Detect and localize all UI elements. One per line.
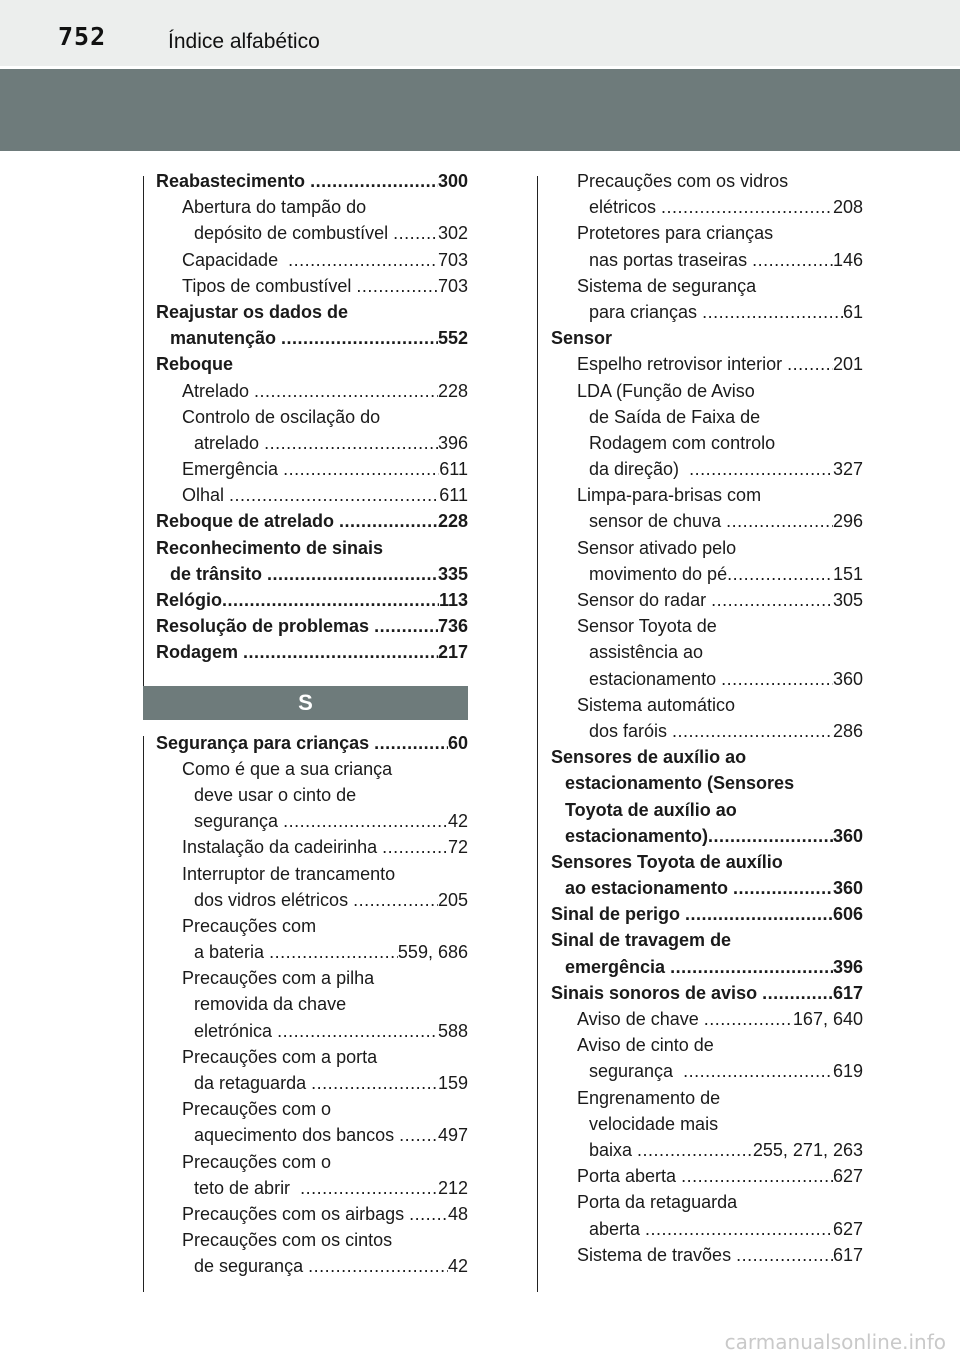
index-entry [156, 482, 468, 508]
index-entry [156, 508, 468, 534]
dot-leader [311, 1070, 438, 1096]
dot-leader [353, 887, 438, 913]
index-entry [551, 1006, 863, 1032]
dot-leader [277, 1018, 438, 1044]
index-entry-term: Capacidade [182, 249, 289, 270]
index-entry-page: 48 [447, 1203, 468, 1224]
index-entry [551, 666, 863, 692]
index-entry [156, 430, 468, 456]
index-entry-term: Emergência [182, 459, 284, 480]
dot-leader [645, 1216, 833, 1242]
index-entry-term: assistência ao [589, 642, 704, 663]
index-entry-term: Olhal [182, 485, 230, 506]
index-entry-term: estacionamento (Sensores [565, 773, 795, 794]
index-entry-term: Porta da retaguarda [577, 1192, 738, 1213]
index-entry [156, 639, 468, 665]
index-group-r [156, 168, 468, 666]
dot-leader [374, 613, 438, 639]
dot-leader [661, 194, 833, 220]
index-entry [551, 325, 863, 351]
index-entry-term: estacionamento) [565, 825, 709, 846]
index-entry-page: 255, 271, 263 [752, 1139, 863, 1160]
index-entry-page: 151 [832, 563, 863, 584]
index-entry [551, 1242, 863, 1268]
index-entry-page: 396 [832, 956, 863, 977]
index-entry-term: de segurança [194, 1256, 309, 1277]
index-entry-term: Espelho retrovisor interior [577, 354, 788, 375]
dot-leader [637, 1137, 753, 1163]
index-entry [156, 834, 468, 860]
index-entry-term: dos vidros elétricos [194, 889, 354, 910]
index-entry-page: 627 [832, 1218, 863, 1239]
index-entry-page: 61 [842, 301, 863, 322]
index-entry-term: Sinais sonoros de aviso [551, 982, 763, 1003]
index-entry-page: 113 [438, 590, 468, 610]
index-entry-page: 205 [437, 889, 468, 910]
index-entry-term: Reconhecimento de sinais [156, 537, 384, 558]
index-entry-term: Precauções com os airbags [182, 1203, 410, 1224]
dot-leader [243, 639, 438, 665]
dot-leader [689, 456, 833, 482]
header-band [0, 69, 960, 151]
index-group-s-continued [551, 168, 863, 1268]
index-entry [156, 325, 468, 351]
index-entry [156, 587, 468, 613]
index-entry [551, 927, 863, 953]
column-divider [537, 176, 538, 1292]
index-entry-term: manutenção [170, 328, 282, 349]
index-entry-term: Aviso de cinto de [577, 1035, 714, 1056]
dot-leader [229, 482, 439, 508]
index-entry-term: Sinal de perigo [551, 904, 686, 925]
dot-leader [310, 168, 438, 194]
index-entry [551, 1032, 863, 1058]
index-entry-page: 42 [447, 811, 468, 832]
index-entry-page: 497 [437, 1125, 468, 1146]
index-entry [551, 168, 863, 194]
index-entry-term: sensor de chuva [589, 511, 727, 532]
index-entry-page: 619 [832, 1061, 863, 1082]
index-entry-term: Reboque de atrelado [156, 511, 340, 532]
index-entry [551, 639, 863, 665]
index-entry [551, 456, 863, 482]
index-entry-term: Sinal de travagem de [551, 930, 732, 951]
dot-leader [254, 378, 438, 404]
index-entry-term: Aviso de chave [577, 1009, 704, 1029]
index-entry-term: atrelado [194, 432, 265, 453]
index-entry [551, 901, 863, 927]
dot-leader [762, 980, 833, 1006]
index-entry-page: 611 [439, 459, 468, 480]
index-entry [156, 1018, 468, 1044]
dot-leader [269, 939, 398, 965]
index-entry-term: estacionamento [589, 668, 722, 689]
index-entry-page: 72 [447, 837, 468, 858]
index-entry [551, 1189, 863, 1215]
index-entry-term: emergência [565, 956, 671, 977]
index-entry-page: 606 [832, 904, 863, 925]
index-entry-term: Reajustar os dados de [156, 301, 349, 322]
index-entry [156, 1201, 468, 1227]
page-header [0, 0, 960, 69]
index-entry [551, 980, 863, 1006]
index-entry [156, 1096, 468, 1122]
dot-leader [708, 823, 833, 849]
index-entry [551, 194, 863, 220]
index-entry-term: a bateria [194, 942, 270, 963]
index-entry [156, 1070, 468, 1096]
index-entry [156, 782, 468, 808]
dot-leader [222, 587, 439, 613]
index-entry-term: deve usar o cinto de [194, 784, 357, 805]
index-entry-term: aquecimento dos bancos [194, 1125, 400, 1146]
index-entry-term: Sensor ativado pelo [577, 537, 737, 558]
index-entry [156, 378, 468, 404]
index-entry [156, 299, 468, 325]
index-entry-page: 627 [832, 1166, 863, 1187]
index-entry-term: Precauções com a pilha [182, 968, 375, 989]
index-entry [551, 1058, 863, 1084]
dot-leader [308, 1253, 448, 1279]
dot-leader [685, 901, 833, 927]
section-title: Índice alfabético [168, 30, 320, 53]
dot-leader [787, 351, 833, 377]
index-entry [156, 168, 468, 194]
index-entry [551, 508, 863, 534]
index-entry-page: 360 [832, 668, 863, 689]
index-entry [156, 1149, 468, 1175]
index-entry-term: Sistema de segurança [577, 275, 757, 296]
index-entry-term: baixa [589, 1139, 638, 1160]
index-entry-page: 736 [437, 616, 468, 637]
index-entry [156, 756, 468, 782]
index-entry-term: Atrelado [182, 380, 255, 401]
index-entry [156, 456, 468, 482]
index-entry-page: 228 [437, 511, 468, 532]
index-entry-page: 228 [437, 380, 468, 401]
index-entry [551, 1085, 863, 1111]
letter-divider-s: S [143, 686, 468, 720]
index-entry-term: teto de abrir [194, 1177, 301, 1198]
index-entry [156, 730, 468, 756]
index-entry-page: 360 [832, 878, 863, 899]
index-entry-term: Precauções com o [182, 1151, 332, 1172]
index-entry [551, 954, 863, 980]
index-entry [156, 613, 468, 639]
dot-leader [736, 1242, 833, 1268]
index-entry [551, 1111, 863, 1137]
page-number: 752 [58, 22, 107, 51]
index-entry-term: velocidade mais [589, 1113, 719, 1134]
index-entry-page: 703 [437, 249, 468, 270]
dot-leader [409, 1201, 448, 1227]
index-entry-page: 212 [437, 1177, 468, 1198]
index-entry [551, 587, 863, 613]
index-entry [156, 1122, 468, 1148]
index-entry-term: Precauções com o [182, 1099, 332, 1120]
index-entry [551, 1137, 863, 1163]
index-entry-page: 396 [437, 432, 468, 453]
index-entry-page: 588 [437, 1020, 468, 1041]
index-entry [156, 939, 468, 965]
index-entry [156, 351, 468, 377]
index-entry-term: Rodagem com controlo [589, 432, 776, 453]
index-entry-page: 305 [832, 590, 863, 610]
index-entry [551, 744, 863, 770]
index-entry-page: 335 [437, 563, 468, 584]
index-entry-term: depósito de combustível [194, 223, 394, 244]
index-entry-term: Sensor Toyota de [577, 616, 717, 637]
column-rule [143, 736, 144, 1292]
index-entry [551, 351, 863, 377]
index-entry-term: Toyota de auxílio ao [565, 799, 737, 820]
dot-leader [283, 808, 448, 834]
index-entry [156, 535, 468, 561]
index-entry [156, 1253, 468, 1279]
index-entry-page: 360 [832, 825, 863, 846]
index-entry-term: para crianças [589, 301, 703, 322]
index-entry [551, 378, 863, 404]
dot-leader [704, 1006, 793, 1032]
index-entry-page: 327 [832, 459, 863, 480]
dot-leader [288, 247, 438, 273]
index-entry-page: 217 [437, 642, 468, 663]
index-entry [156, 194, 468, 220]
index-entry-page: 296 [832, 511, 863, 532]
index-entry-term: Precauções com os cintos [182, 1230, 393, 1251]
dot-leader [672, 718, 833, 744]
index-entry [551, 299, 863, 325]
index-entry-page: 617 [832, 982, 863, 1003]
index-entry-page: 611 [439, 485, 468, 506]
index-entry [551, 430, 863, 456]
dot-leader [356, 273, 438, 299]
index-entry [551, 220, 863, 246]
index-entry-term: Como é que a sua criança [182, 758, 393, 779]
index-entry [156, 1044, 468, 1070]
index-entry-page: 552 [437, 328, 468, 349]
dot-leader [281, 325, 438, 351]
index-entry-term: Relógio [156, 590, 222, 610]
index-entry-page: 42 [447, 1256, 468, 1277]
index-entry [551, 535, 863, 561]
index-entry [156, 861, 468, 887]
index-entry-term: Controlo de oscilação do [182, 406, 381, 427]
index-entry-term: eletrónica [194, 1020, 278, 1041]
index-entry-page: 300 [437, 171, 468, 191]
index-entry-term: dos faróis [589, 720, 673, 741]
index-entry-term: removida da chave [194, 994, 347, 1015]
dot-leader [721, 666, 833, 692]
index-entry-term: Tipos de combustível [182, 275, 357, 296]
dot-leader [283, 456, 439, 482]
index-entry [551, 247, 863, 273]
index-entry [156, 247, 468, 273]
index-entry [156, 220, 468, 246]
index-entry-term: Rodagem [156, 642, 244, 663]
index-entry [156, 273, 468, 299]
index-entry-term: Interruptor de trancamento [182, 863, 396, 884]
index-entry-term: Abertura do tampão do [182, 197, 367, 218]
index-entry-term: Sistema de travões [577, 1244, 737, 1265]
index-entry-term: Sensores de auxílio ao [551, 747, 747, 768]
index-entry-term: ao estacionamento [565, 878, 734, 899]
index-entry-page: 60 [447, 732, 468, 753]
index-entry-term: da direção) [589, 459, 690, 480]
index-entry-term: da retaguarda [194, 1073, 312, 1093]
dot-leader [382, 834, 448, 860]
index-entry-page: 286 [832, 720, 863, 741]
index-entry-term: movimento do pé [589, 563, 728, 584]
index-entry [156, 561, 468, 587]
index-entry [551, 1216, 863, 1242]
index-entry [551, 849, 863, 875]
index-entry-term: Precauções com [182, 915, 317, 936]
column-rule [143, 176, 144, 694]
index-entry-term: segurança [589, 1061, 684, 1082]
dot-leader [393, 220, 438, 246]
dot-leader [267, 561, 438, 587]
index-entry [551, 561, 863, 587]
index-entry-term: Sensor do radar [577, 590, 712, 610]
index-entry-term: Segurança para crianças [156, 732, 375, 753]
index-entry-page: 559, 686 [397, 942, 468, 963]
index-entry-term: LDA (Função de Aviso [577, 380, 755, 401]
dot-leader [683, 1058, 833, 1084]
dot-leader [681, 1163, 833, 1189]
dot-leader [752, 247, 833, 273]
index-entry [156, 808, 468, 834]
dot-leader [711, 587, 833, 613]
index-entry-term: elétricos [589, 197, 662, 218]
index-entry-term: de trânsito [170, 563, 268, 584]
index-entry [156, 887, 468, 913]
index-entry-term: Limpa-para-brisas com [577, 485, 762, 506]
index-entry-term: Reabastecimento [156, 171, 311, 191]
index-entry [551, 823, 863, 849]
index-entry [551, 692, 863, 718]
index-entry-page: 617 [832, 1244, 863, 1265]
index-entry-term: Engrenamento de [577, 1087, 721, 1108]
index-entry-page: 302 [437, 223, 468, 244]
index-entry-term: Sensor [551, 328, 613, 349]
index-entry-term: Resolução de problemas [156, 616, 375, 637]
index-entry [551, 875, 863, 901]
index-entry [156, 913, 468, 939]
dot-leader [264, 430, 438, 456]
index-entry-term: nas portas traseiras [589, 249, 753, 270]
dot-leader [670, 954, 833, 980]
index-entry [551, 770, 863, 796]
index-entry [156, 404, 468, 430]
index-entry-term: segurança [194, 811, 284, 832]
index-entry [551, 482, 863, 508]
index-entry-page: 703 [437, 275, 468, 296]
index-entry-term: Sensores Toyota de auxílio [551, 851, 783, 872]
dot-leader [374, 730, 448, 756]
index-entry-term: Reboque [156, 354, 234, 375]
index-entry-page: 167, 640 [792, 1009, 863, 1029]
index-entry [551, 404, 863, 430]
index-entry [551, 1163, 863, 1189]
index-entry-term: Sistema automático [577, 694, 736, 715]
index-entry-term: Precauções com os vidros [577, 171, 789, 191]
index-entry-term: Porta aberta [577, 1166, 682, 1187]
index-entry [551, 718, 863, 744]
index-entry-term: de Saída de Faixa de [589, 406, 761, 427]
index-entry-page: 159 [437, 1073, 468, 1093]
index-entry-term: aberta [589, 1218, 646, 1239]
index-entry [551, 613, 863, 639]
dot-leader [702, 299, 843, 325]
dot-leader [300, 1175, 438, 1201]
index-column-right [551, 168, 863, 1268]
dot-leader [339, 508, 438, 534]
dot-leader [733, 875, 833, 901]
index-entry-page: 201 [832, 354, 863, 375]
dot-leader [726, 508, 833, 534]
index-entry-term: Precauções com a porta [182, 1046, 378, 1067]
index-entry [551, 797, 863, 823]
index-entry [551, 273, 863, 299]
index-entry-page: 208 [832, 197, 863, 218]
index-column-left [156, 168, 468, 1280]
index-entry-term: Instalação da cadeirinha [182, 837, 383, 858]
index-entry-page: 146 [832, 249, 863, 270]
dot-leader [727, 561, 833, 587]
watermark: carmanualsonline.info [724, 1330, 946, 1354]
index-entry [156, 1227, 468, 1253]
index-entry [156, 991, 468, 1017]
index-entry [156, 965, 468, 991]
index-entry-term: Protetores para crianças [577, 223, 774, 244]
index-group-s [156, 730, 468, 1280]
index-entry [156, 1175, 468, 1201]
dot-leader [399, 1122, 438, 1148]
